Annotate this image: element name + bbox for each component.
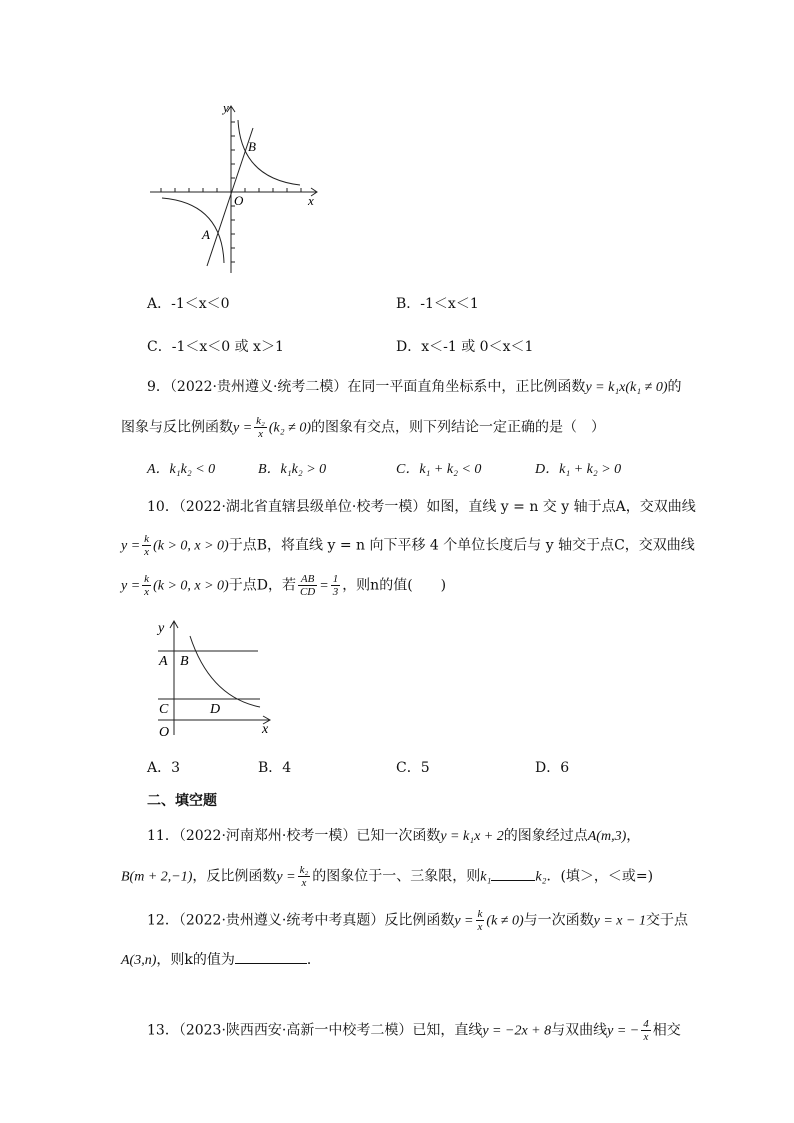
q9-text-2: 图象与反比例函数: [121, 419, 233, 436]
q12-fraction: [476, 908, 485, 933]
q12-line-1: 12．（2022·贵州遵义·统考中考真题）反比例函数y = $\frac{k}{x}$ (k ≠ 0)与一次函数y = x − 1交于点: [147, 908, 688, 933]
q11-point-b: B(m + 2,−1): [121, 869, 193, 885]
origin-label: O: [234, 193, 244, 208]
q11-formula: y = k₁x + 2: [440, 829, 504, 844]
q11-text: 11．（2022·河南郑州·校考一模）已知一次函数: [147, 828, 441, 844]
q12-answer-blank[interactable]: [235, 963, 307, 964]
figure-hyperbola-line: [145, 98, 325, 278]
q12-text-2: ，则k的值为: [156, 952, 235, 968]
q9-frac-den: x: [258, 428, 263, 440]
q9-formula-k1: y = k₁x(k₁ ≠ 0): [585, 380, 668, 395]
q10-ratio-num: AB: [298, 573, 317, 586]
q10-frac-num-2: k: [144, 573, 150, 585]
q10-ratio-den: CD: [299, 586, 316, 598]
point-a-label: A: [202, 227, 210, 242]
q11-k1: k₁: [480, 869, 492, 885]
q9-text-3: 的图象有交点，则下列结论一定正确的是（ ）: [310, 419, 605, 436]
q11-line-2: B(m + 2,−1)，反比例函数y = $\frac{\text{k₂}}{x}$ 的图象位于一、三象限，则k₁ k₂．(填＞，＜或=): [121, 864, 654, 889]
q10-cond-1: (k > 0, x > 0): [153, 538, 229, 554]
q8-option-b: B．-1＜x＜1: [396, 296, 479, 312]
q11-text-mid: 的图象经过点: [503, 828, 588, 844]
q11-fraction: [298, 864, 311, 889]
q8-option-d: D．x＜-1 或 0＜x＜1: [396, 339, 534, 355]
q10-option-b: B．4: [258, 760, 292, 776]
q10-third-num: 1: [332, 573, 339, 585]
q10-third-den: 3: [332, 586, 339, 598]
q10-option-c: C．5: [396, 760, 430, 776]
q12-frac-den: x: [477, 921, 483, 933]
q11-text-end: ．(填＞，＜或=): [546, 868, 654, 885]
q12-point-a: A(3,n): [121, 953, 157, 968]
point-d-label: D: [210, 702, 221, 717]
q10-frac-den-1: x: [144, 546, 150, 558]
q9-text: 9．（2022·贵州遵义·统考二模）在同一平面直角坐标系中，正比例函数: [147, 379, 586, 395]
q11-text-2: ，反比例函数: [192, 868, 277, 885]
q11-answer-blank[interactable]: [491, 880, 535, 881]
q12-text: 12．（2022·贵州遵义·统考中考真题）反比例函数: [147, 912, 455, 929]
q10-line-2: y = $\frac{k}{x}$ (k > 0, x > 0)于点B，将直线 y = n 向下平移 4 个单位长度后与 y 轴交于点C，交双曲线: [121, 533, 695, 558]
q10-ratio: [298, 573, 317, 598]
q10-frac-den-2: x: [144, 586, 150, 598]
q13-fraction: [641, 1018, 651, 1043]
q9-line-1: [147, 377, 681, 398]
q13-text-end: 相交: [652, 1022, 681, 1039]
q9-option-c: C．k₁ + k₂ < 0: [396, 462, 482, 477]
q9-line-2: 图象与反比例函数y = $\frac{\text{k₂}}{x}$ (k₂ ≠ 0)的图象有交点，则下列结论一定正确的是（ ）: [121, 415, 605, 440]
q9-option-d: D．k₁ + k₂ > 0: [535, 462, 622, 477]
q13-text-mid: 与双曲线: [551, 1022, 608, 1039]
q10-cond-2: (k > 0, x > 0): [153, 578, 229, 594]
q10-line-3: y = $\frac{k}{x}$ (k > 0, x > 0)于点D，若 $\frac{AB}{CD}$ = $\frac{1}{3}$ ，则n的值( ): [121, 573, 447, 598]
section-title: 二、填空题: [147, 793, 217, 809]
q10-option-a: A．3: [147, 760, 181, 776]
q8-option-a: A．-1＜x＜0: [147, 296, 230, 312]
y-label: y: [158, 621, 165, 636]
q11-frac-den: x: [301, 877, 307, 889]
y-label: y: [223, 100, 229, 115]
q10-fraction-1: [142, 533, 151, 558]
q12-text-end-2: ．: [306, 952, 321, 968]
point-c-label: C: [159, 702, 169, 717]
proportional-line: [207, 128, 253, 266]
q12-text-mid: 与一次函数: [523, 912, 594, 929]
q13-formula: y = −2x + 8: [482, 1023, 552, 1039]
x-label: x: [262, 722, 269, 737]
q9-frac-num: k₂: [256, 415, 265, 427]
q10-text-4: ，则n的值( ): [342, 577, 447, 594]
q12-formula: y = x − 1: [593, 913, 646, 929]
q11-comma: ，: [626, 828, 641, 844]
origin-label: O: [159, 725, 170, 740]
point-b-label: B: [180, 654, 189, 669]
q9-option-b: B．k₁k₂ > 0: [258, 462, 327, 477]
q11-point-a: A(m,3): [587, 829, 627, 844]
q12-cond: (k ≠ 0): [486, 913, 524, 929]
q11-k2: k₂: [535, 869, 547, 885]
point-a-label: A: [159, 654, 168, 669]
q13-frac-den: x: [643, 1031, 649, 1043]
q10-text-2: 于点B，将直线 y = n 向下平移 4 个单位长度后与 y 轴交于点C，交双曲线: [228, 537, 695, 554]
hyperbola-branch-2: [162, 198, 224, 263]
q13-frac-num: 4: [643, 1018, 649, 1030]
q11-line-1: [147, 826, 640, 847]
q13-text: 13．（2023·陕西西安·高新一中校考二模）已知，直线: [147, 1022, 483, 1039]
q8-option-c: C．-1＜x＜0 或 x＞1: [147, 339, 284, 355]
q10-fraction-2: [142, 573, 151, 598]
q9-cond: (k₂ ≠ 0): [268, 420, 311, 436]
q10-third: [331, 573, 341, 598]
q12-frac-num: k: [477, 908, 483, 920]
q12-line-2: [121, 950, 321, 971]
q11-text-3: 的图象位于一、三象限，则: [312, 868, 481, 885]
x-label: x: [308, 193, 314, 208]
q9-option-a: A．k₁k₂ < 0: [147, 462, 216, 477]
q11-frac-num: k₂: [299, 864, 309, 876]
figure-shifted-lines: [150, 615, 280, 745]
q9-text-end: 的: [667, 379, 682, 395]
q10-frac-num-1: k: [144, 533, 150, 545]
q10-option-d: D．6: [535, 760, 570, 776]
q13-line-1: 13．（2023·陕西西安·高新一中校考二模）已知，直线y = −2x + 8与双曲线y = − $\frac{4}{x}$ 相交: [147, 1018, 681, 1043]
q12-text-end: 交于点: [645, 912, 688, 929]
hyperbola-curve: [190, 636, 260, 707]
point-b-label: B: [248, 139, 256, 154]
q10-text-3: 于点D，若: [228, 577, 296, 594]
q9-fraction: [254, 415, 267, 440]
q10-line-1: 10．（2022·湖北省直辖县级单位·校考一模）如图，直线 y = n 交 y 轴于点A，交双曲线: [147, 499, 696, 515]
